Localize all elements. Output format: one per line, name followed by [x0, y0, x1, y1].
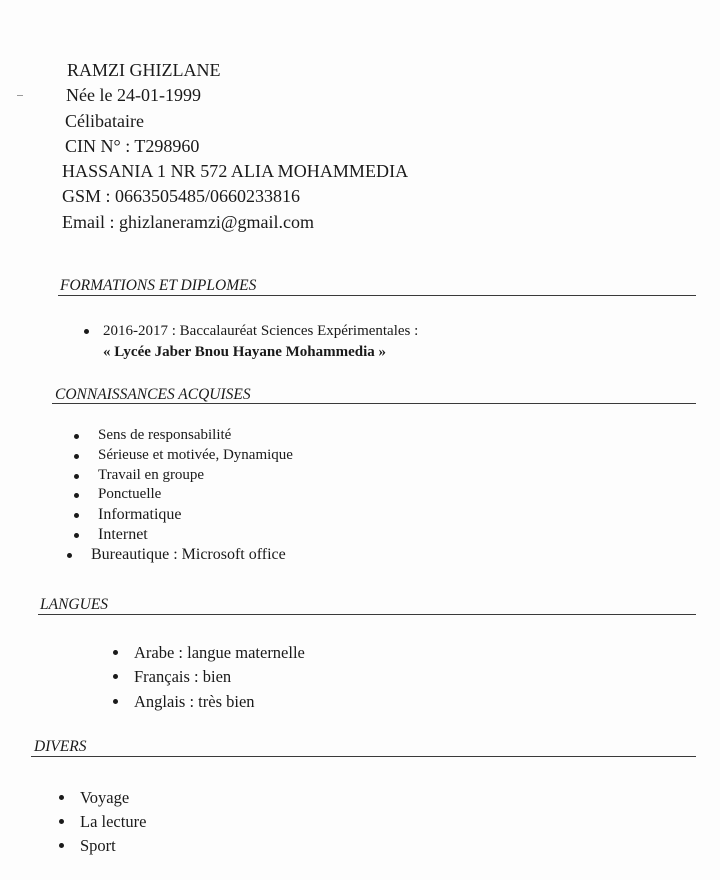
item-text: Voyage	[80, 788, 130, 807]
item-text: Anglais : très bien	[134, 691, 255, 711]
item-text: Travail en groupe	[98, 466, 205, 483]
list-item	[74, 446, 293, 466]
phone-numbers: GSM : 0663505485/0660233816	[62, 186, 301, 207]
bullet-icon	[74, 474, 79, 479]
section-rule-connaissances	[52, 403, 696, 404]
list-item	[74, 505, 293, 525]
item-text: Bureautique : Microsoft office	[91, 545, 286, 563]
list-item	[74, 545, 293, 565]
item-text: Arabe : langue maternelle	[134, 643, 305, 662]
list-item	[113, 690, 305, 714]
list-item	[59, 786, 146, 810]
section-rule-langues	[38, 614, 696, 615]
section-rule-formations	[58, 295, 696, 296]
bullet-icon	[59, 795, 64, 800]
item-text: Français : bien	[134, 667, 232, 687]
section-title-langues: LANGUES	[40, 596, 109, 613]
section-rule-divers	[31, 756, 696, 757]
list-item	[84, 321, 418, 342]
marital-status: Célibataire	[65, 110, 144, 131]
email: Email : ghizlaneramzi@gmail.com	[62, 211, 314, 232]
bullet-icon	[113, 699, 118, 704]
formation-school: « Lycée Jaber Bnou Hayane Mohammedia »	[103, 344, 387, 360]
list-item	[74, 466, 293, 486]
formations-list	[84, 321, 418, 342]
bullet-icon	[67, 553, 72, 558]
item-text: Sérieuse et motivée, Dynamique	[98, 446, 293, 463]
item-text: Internet	[98, 525, 148, 543]
item-text: Sens de responsabilité	[98, 427, 232, 443]
bullet-icon	[74, 434, 79, 439]
item-text: Informatique	[98, 506, 182, 524]
address: HASSANIA 1 NR 572 ALIA MOHAMMEDIA	[62, 161, 409, 182]
birth-date: Née le 24-01-1999	[66, 85, 201, 106]
scan-speck	[17, 95, 23, 96]
connaissances-list	[74, 426, 293, 565]
list-item	[74, 525, 293, 545]
list-item	[59, 810, 146, 834]
formation-text: 2016-2017 : Baccalauréat Sciences Expérimentales :	[103, 323, 419, 339]
bullet-icon	[74, 454, 79, 459]
bullet-icon	[59, 819, 64, 824]
item-text: Ponctuelle	[98, 486, 162, 503]
personal-info	[62, 58, 408, 235]
bullet-icon	[84, 329, 89, 334]
section-title-divers: DIVERS	[34, 738, 87, 755]
section-title-connaissances: CONNAISSANCES ACQUISES	[55, 386, 251, 403]
bullet-icon	[74, 533, 79, 538]
divers-list	[59, 786, 146, 858]
langues-list	[113, 641, 305, 714]
list-item	[59, 834, 146, 858]
bullet-icon	[59, 843, 64, 848]
full-name: RAMZI GHIZLANE	[67, 60, 221, 80]
list-item	[74, 426, 293, 446]
list-item	[113, 641, 305, 665]
bullet-icon	[113, 650, 118, 655]
section-title-formations: FORMATIONS ET DIPLOMES	[60, 277, 257, 294]
cin-number: CIN N° : T298960	[65, 135, 200, 156]
list-item	[74, 485, 293, 505]
item-text: Sport	[80, 836, 116, 855]
item-text: La lecture	[80, 812, 147, 831]
list-item	[113, 665, 305, 689]
